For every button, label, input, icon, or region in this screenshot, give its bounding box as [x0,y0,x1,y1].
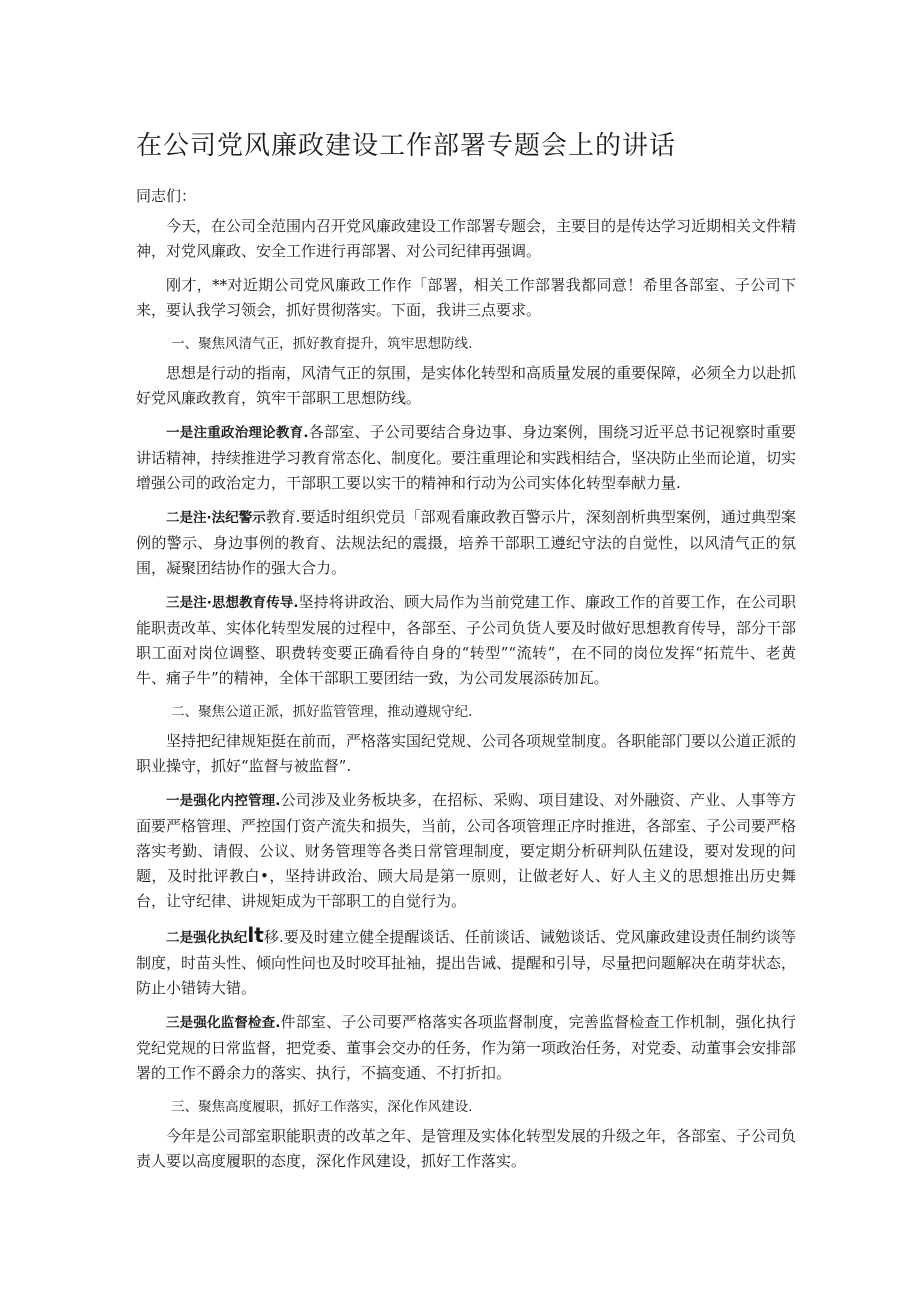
section-3-intro: 今年是公司部室职能职责的改革之年、是管理及实体化转型发展的升级之年，各部室、子公司负责人要以高度履职的态度，深化作风建设，抓好工作落实。 [136,1127,797,1170]
section-2-intro: 坚持把纪律规矩挺在前而，严格落实国纪党规、公司各项规堂制度。各职能部门要以公道正派的职业操守，抓好“监督与被监督”. [136,732,797,775]
point-text: 各部室、子公司要结合身边事、身边案例，围绕习近平总书记视察时重要讲话精神，持续推进学习教育常态化、制度化。要注重理论和实践相结合，坚决防止坐而论道，切实增强公司的政治定力，干部职工要以实干的精神和行动为公司实体化转型奉献力量. [136,423,797,492]
document-body [136,126,796,1183]
document-title: 在公司党风廉政建设工作部署专题会上的讲话 [136,131,677,161]
point-text: 教育.要适时组织党员「部观看廉政教百警示片，深刻剖析典型案例，通过典型案例的警示、身边事例的教育、法规法纪的震摄，培养干部职工遵纪守法的自觉性，以风清气正的氛围，凝聚团结协作的强大合力。 [136,508,796,577]
section-heading-2 [136,700,796,724]
section-heading-3: 三、聚焦高度履职，抓好工作落实，深化作风建设. [171,1099,473,1115]
point-lead-large: lt [247,923,264,947]
point-lead: 二是强化执纪 [166,930,248,946]
section-2-point-2 [136,923,796,1001]
heading-text: 二、聚焦公道正派，抓好监管管理，推动遵规 [171,704,442,720]
section-1-point-3 [136,590,796,691]
intro-paragraph-2: 刚才，**对近期公司党风廉政工作作「部署，相关工作部署我都同意！希里各部室、子公司下来，要认我学习领会，抓好贯彻落实。下面，我讲三点要求。 [136,276,796,319]
point-lead: 一是强化内控管理. [166,793,281,809]
intro-paragraph: 今天，在公司全范围内召开党风廉政建设工作部署专题会，主要目的是传达学习近期相关文件精神，对党风廉政、安全工作进行再部署、对公司纪律再强调。 [136,217,797,260]
section-1-point-1 [136,420,796,496]
greeting: 同志们： [136,187,197,205]
point-lead: 三是注·思想教育传导. [166,595,299,611]
point-text: 件部室、子公司要严格落实各项监督制度，完善监督检查工作机制，强化执行党纪党规的日常监督，把党委、董事会交办的任务，作为第一项政治任务，对党委、动董事会安排部署的工作不爵余力的落实、执行，不搞变通、不打折扣。 [136,1013,797,1082]
section-2-point-3 [136,1010,796,1086]
section-2-point-1 [136,788,796,914]
point-text: 公司涉及业务板块多，在招标、采购、项目建设、对外融资、产业、人事等方面要严格管理、严控国仃资产流失和损失，当前，公司各项管理正序时推进，各部室、子公司要严格落实考勤、请假、公议、财务管理等各类日常管理制度，要定期分析研判队伍建设，要对发现的问题，及时批评教白•，坚持讲政治、顾大局是第一原则，让做老好人、好人主义的思想推出历史舞台，让守纪律、讲规矩成为干部职工的自觉行为。 [136,791,797,910]
heading-tail: 守纪. [441,704,473,720]
point-text: 移.要及时建立健全提醒谈话、任前谈话、诫勉谈话、党风廉政建设责任制约谈等制度，时苗头性、倾向性问也及时咬耳扯袖，提出告诫、提醒和引导，尽量把问题解决在萌芽状态，防止小错铸大错。 [136,928,797,997]
section-heading-1: 一、聚焦风清气正，抓好教育提升，筑牢思想防线. [171,336,473,352]
point-text: 坚持将讲政治、顾大局作为当前党建工作、廉政工作的首要工作，在公司职能职责改革、实体化转型发展的过程中，各部至、子公司负货人要及时做好思想教育传导，部分干部职工面对岗位调整、职费转变要正确看待自身的“转型”“流转”，在不同的岗位发挥“拓荒牛、老黄牛、痛子牛”的精神，全体干部职工要团结一致，为公司发展添砖加瓦。 [136,593,797,687]
section-1-intro: 思想是行动的指南，风清气正的氛围，是实体化转型和高质量发展的重要保障，必须全力以赴抓好党风廉政教育，筑牢干部职工思想防线。 [136,364,797,407]
point-lead: 三是强化监督检查. [166,1015,281,1031]
point-lead: 二是注·法纪警示 [166,510,266,526]
section-1-point-2 [136,505,796,581]
point-lead: 一是注重政治理论教育. [166,425,309,441]
